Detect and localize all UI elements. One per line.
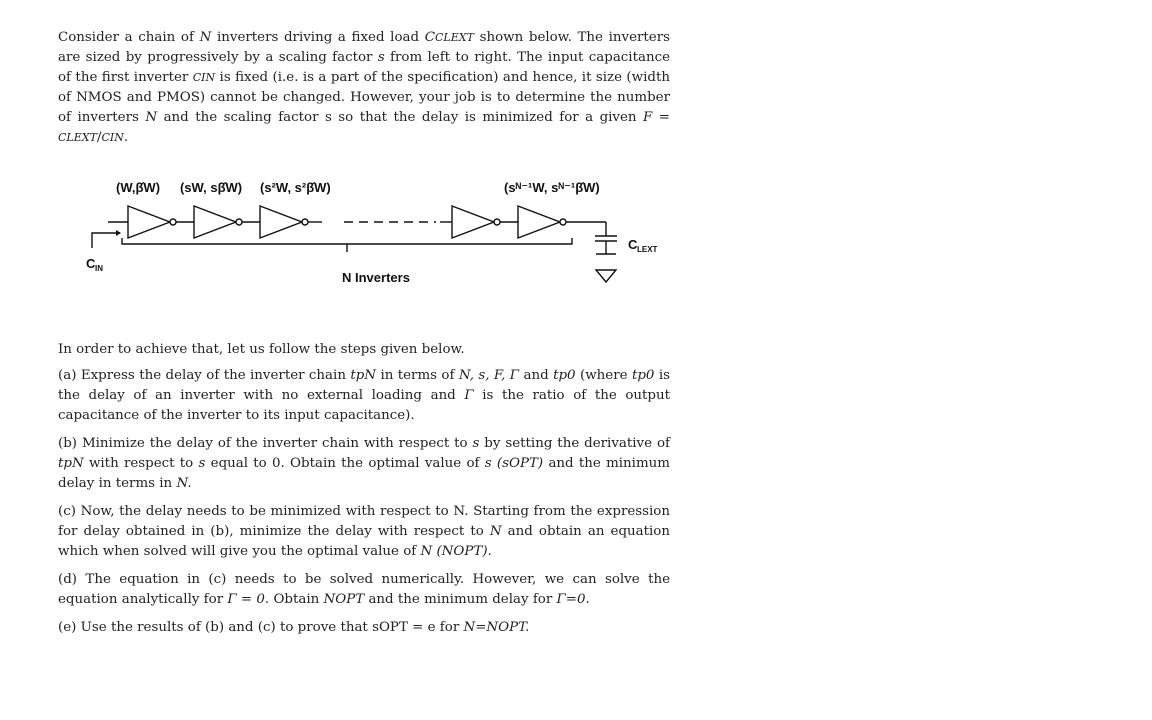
intro-text-3: shown below. The inverters are sized by progressively by a scaling factor	[58, 30, 670, 65]
step-b-text-2: by setting the derivative of	[484, 436, 670, 451]
gamma-zero-2: Γ=0.	[556, 592, 590, 607]
step-d-text-2: Obtain	[273, 592, 320, 607]
intro-period: .	[123, 130, 129, 145]
size-label-1: (W,β̂W)	[116, 180, 161, 195]
inverter-chain-diagram	[80, 166, 680, 296]
step-b-text-5: and the minimum delay in terms in	[58, 456, 670, 491]
step-c	[58, 502, 670, 562]
eq-sign: =	[652, 110, 671, 125]
var-N-c: N	[489, 524, 502, 539]
ratio-den: CIN	[101, 131, 124, 144]
intro-text-1: Consider a chain of	[58, 30, 194, 45]
ratio-num: CLEXT	[58, 131, 97, 144]
step-a-text-2: in terms of	[380, 368, 455, 383]
brace-left	[122, 238, 347, 252]
intro-text-2: inverters driving a fixed load	[216, 30, 420, 45]
step-d-text-3: and the minimum delay for	[368, 592, 553, 607]
size-label-2: (sW, sβ̂W)	[180, 180, 243, 195]
var-clext: CCLEXT	[424, 30, 474, 45]
var-N-b: N.	[176, 476, 192, 491]
step-d	[58, 570, 670, 610]
step-e-text-2: for	[439, 620, 460, 635]
var-clext-text: CLEXT	[435, 31, 474, 44]
size-label-n: (sᴺ⁻¹W, sᴺ⁻¹β̂W)	[504, 180, 600, 195]
inverter-3	[260, 206, 302, 238]
var-tp0-2: tp0	[631, 368, 655, 383]
inverter-n-bubble	[560, 219, 566, 225]
brace-right	[347, 238, 572, 244]
sopt-equals-e: sOPT = e	[372, 620, 436, 635]
var-sopt: s (sOPT)	[484, 456, 544, 471]
n-inverters-label: N Inverters	[342, 270, 410, 285]
problem-intro	[58, 28, 670, 148]
step-e-text-1: (e) Use the results of (b) and (c) to prove that	[58, 620, 368, 635]
inverter-n	[518, 206, 560, 238]
inverter-n-minus-1	[452, 206, 494, 238]
intro-text-6: and the scaling factor s so that the delay is minimized for a given	[163, 110, 637, 125]
var-cin	[193, 70, 215, 85]
inverter-1	[128, 206, 170, 238]
inverter-2	[194, 206, 236, 238]
clext-subscript: LEXT	[637, 245, 658, 254]
inverter-2-bubble	[236, 219, 242, 225]
var-nopt-c: N (NOPT).	[420, 544, 492, 559]
var-s-b2: s	[198, 456, 206, 471]
step-e	[58, 618, 670, 638]
step-d-text-1: (d) The equation in (c) needs to be solved numerically. However, we can solve the equation analytically for	[58, 572, 670, 607]
steps-lead: In order to achieve that, let us follow the steps given below.	[58, 342, 465, 357]
inverter-n-minus-1-bubble	[494, 219, 500, 225]
step-a-text-3: and	[523, 368, 549, 383]
ground-symbol	[596, 270, 616, 282]
step-b	[58, 434, 670, 494]
size-label-3: (s²W, s²β̂W)	[260, 180, 331, 195]
step-a-vars: N, s, F, Γ	[458, 368, 520, 383]
var-nopt-d: NOPT	[323, 592, 365, 607]
cin-label: C	[86, 256, 96, 271]
var-cin-text: CIN	[192, 71, 216, 84]
var-F: F	[643, 110, 653, 125]
var-gamma: Γ	[464, 388, 474, 403]
step-a-text-4: (where	[579, 368, 628, 383]
cin-subscript: IN	[95, 264, 103, 273]
clext-label: C	[628, 237, 638, 252]
var-tp0: tp0	[553, 368, 576, 383]
step-a-text-6: is the ratio of the output capacitance of the inverter to its input capacitance).	[58, 388, 670, 423]
n-equals-nopt: N=NOPT.	[463, 620, 530, 635]
intro-text-5: is fixed (i.e. is a part of the specification) and hence, it size (width of NMOS and PMOS) cannot be changed. However, your job is to determine the number of inverters	[58, 70, 670, 125]
var-tpN-b: tpN	[58, 456, 84, 471]
intro-text-4: from left to right. The input capacitance of the first inverter	[58, 50, 670, 85]
step-b-text-4: equal to 0. Obtain the optimal value of	[210, 456, 480, 471]
steps-section	[58, 340, 670, 646]
step-a	[58, 366, 670, 426]
gamma-zero: Γ = 0.	[227, 592, 270, 607]
var-N-2: N	[145, 110, 158, 125]
var-N: N	[199, 30, 212, 45]
step-a-text-1: (a) Express the delay of the inverter chain	[58, 368, 346, 383]
step-b-text-1: (b) Minimize the delay of the inverter chain with respect to	[58, 436, 468, 451]
inverter-3-bubble	[302, 219, 308, 225]
step-a-text-5: is the delay of an inverter with no external loading and	[58, 368, 670, 403]
var-s: s	[377, 50, 385, 65]
inverter-1-bubble	[170, 219, 176, 225]
var-tpN: tpN	[350, 368, 377, 383]
step-b-text-3: with respect to	[88, 456, 194, 471]
step-c-text-2: and obtain an equation which when solved will give you the optimal value of	[58, 524, 670, 559]
step-c-text-1: (c) Now, the delay needs to be minimized with respect to N. Starting from the expression for delay obtained in (b), minimize the delay with respect to	[58, 504, 670, 539]
cin-arrow	[92, 233, 120, 248]
cin-arrowhead	[116, 230, 121, 236]
intro-paragraph	[58, 28, 670, 148]
var-s-b: s	[472, 436, 480, 451]
ratio-slash: /	[96, 130, 102, 145]
